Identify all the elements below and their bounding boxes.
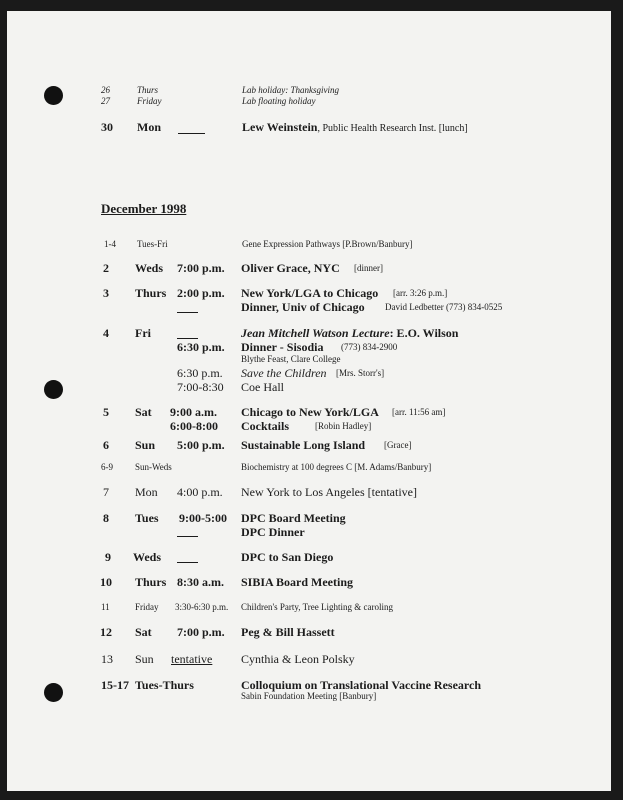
day-number: 26 — [101, 85, 110, 95]
day-number: 9 — [105, 550, 111, 564]
weekday: Tues — [135, 511, 159, 525]
event-title: Lab holiday: Thanksgiving — [242, 85, 339, 95]
event-note: [Robin Hadley] — [315, 421, 372, 431]
day-number: 13 — [101, 652, 113, 666]
weekday: Weds — [135, 261, 164, 275]
time: 7:00 p.m. — [177, 261, 225, 275]
time: 8:30 a.m. — [177, 575, 224, 589]
time: 4:00 p.m. — [177, 485, 223, 499]
weekday: Sun — [135, 438, 156, 452]
event-title: Peg & Bill Hassett — [241, 625, 335, 639]
weekday: Sun — [135, 652, 154, 666]
time: 9:00 a.m. — [170, 405, 217, 419]
time: 9:00-5:00 — [179, 511, 227, 525]
blank-time-line — [177, 338, 198, 339]
event-title: SIBIA Board Meeting — [241, 575, 354, 589]
day-number: 10 — [100, 575, 112, 589]
event-title: New York to Los Angeles [tentative] — [241, 485, 417, 499]
event-subtitle: Blythe Feast, Clare College — [241, 354, 341, 364]
day-number: 1-4 — [104, 239, 116, 249]
weekday: Mon — [135, 485, 158, 499]
time: 7:00 p.m. — [177, 625, 225, 639]
binder-hole — [44, 683, 63, 702]
weekday: Sat — [135, 625, 152, 639]
time: 6:30 p.m. — [177, 340, 225, 354]
month-heading: December 1998 — [101, 201, 187, 216]
weekday: Friday — [135, 602, 159, 612]
weekday: Sun-Weds — [135, 462, 172, 472]
event-title: Cynthia & Leon Polsky — [241, 652, 355, 666]
day-number: 5 — [103, 405, 109, 419]
event-subtitle: Sabin Foundation Meeting [Banbury] — [241, 691, 377, 701]
event-title: Dinner, Univ of Chicago — [241, 300, 365, 314]
event-title: Oliver Grace, NYC — [241, 261, 340, 275]
event-title: DPC to San Diego — [241, 550, 334, 564]
weekday: Fri — [135, 326, 151, 340]
time: 6:30 p.m. — [177, 366, 223, 380]
weekday: Thurs — [135, 286, 167, 300]
binder-hole — [44, 380, 63, 399]
time: 5:00 p.m. — [177, 438, 225, 452]
day-number: 2 — [103, 261, 109, 275]
weekday: Mon — [137, 120, 161, 134]
day-number: 8 — [103, 511, 109, 525]
event-note: [arr. 11:56 am] — [392, 407, 446, 417]
blank-time-line — [177, 536, 198, 537]
day-number: 27 — [101, 96, 110, 106]
weekday: Sat — [135, 405, 152, 419]
event-note: [Grace] — [384, 440, 412, 450]
lecture-line: Jean Mitchell Watson Lecture: E.O. Wilson — [241, 326, 459, 340]
binder-hole — [44, 86, 63, 105]
blank-time-line — [177, 562, 198, 563]
event-title: Lab floating holiday — [242, 96, 316, 106]
weekday: Tues-Thurs — [135, 678, 194, 692]
weekday: Friday — [137, 96, 162, 106]
time: 6:00-8:00 — [170, 419, 218, 433]
weekday: Thurs — [135, 575, 167, 589]
event-title: Sustainable Long Island — [241, 438, 366, 452]
event-title: DPC Dinner — [241, 525, 305, 539]
event-note: David Ledbetter (773) 834-0525 — [385, 302, 503, 312]
event-title: Dinner - Sisodia — [241, 340, 324, 354]
day-number: 7 — [103, 485, 109, 499]
day-number: 6 — [103, 438, 109, 452]
event-note: [arr. 3:26 p.m.] — [393, 288, 448, 298]
day-number: 3 — [103, 286, 109, 300]
event-note: [Mrs. Storr's] — [336, 368, 385, 378]
time: 3:30-6:30 p.m. — [175, 602, 229, 612]
day-number: 6-9 — [101, 462, 113, 472]
event-note: (773) 834-2900 — [341, 342, 398, 352]
weekday: Thurs — [137, 85, 159, 95]
time: 7:00-8:30 — [177, 380, 224, 394]
event-title: DPC Board Meeting — [241, 511, 346, 525]
event-note: [dinner] — [354, 263, 383, 273]
time: 2:00 p.m. — [177, 286, 225, 300]
event-title: Cocktails — [241, 419, 289, 433]
day-number: 4 — [103, 326, 109, 340]
time: tentative — [171, 652, 213, 666]
event-title: New York/LGA to Chicago — [241, 286, 379, 300]
event-title: Children's Party, Tree Lighting & caroling — [241, 602, 394, 612]
day-number: 12 — [100, 625, 112, 639]
blank-time-line — [178, 133, 205, 134]
event-title: Gene Expression Pathways [P.Brown/Banbury] — [242, 239, 413, 249]
event-title: Coe Hall — [241, 380, 284, 394]
weekday: Tues-Fri — [137, 239, 168, 249]
day-number: 30 — [101, 120, 113, 134]
event-title: Save the Children — [241, 366, 327, 380]
day-number: 11 — [101, 602, 110, 612]
weekday: Weds — [133, 550, 162, 564]
event-line: Lew Weinstein, Public Health Research Inst. [lunch] — [242, 120, 468, 134]
event-title: Chicago to New York/LGA — [241, 405, 379, 419]
event-title: Biochemistry at 100 degrees C [M. Adams/Banbury] — [241, 462, 432, 472]
event-title: Colloquium on Translational Vaccine Research — [241, 678, 482, 692]
day-number: 15-17 — [101, 678, 129, 692]
schedule-page — [7, 11, 611, 791]
blank-time-line — [177, 312, 198, 313]
